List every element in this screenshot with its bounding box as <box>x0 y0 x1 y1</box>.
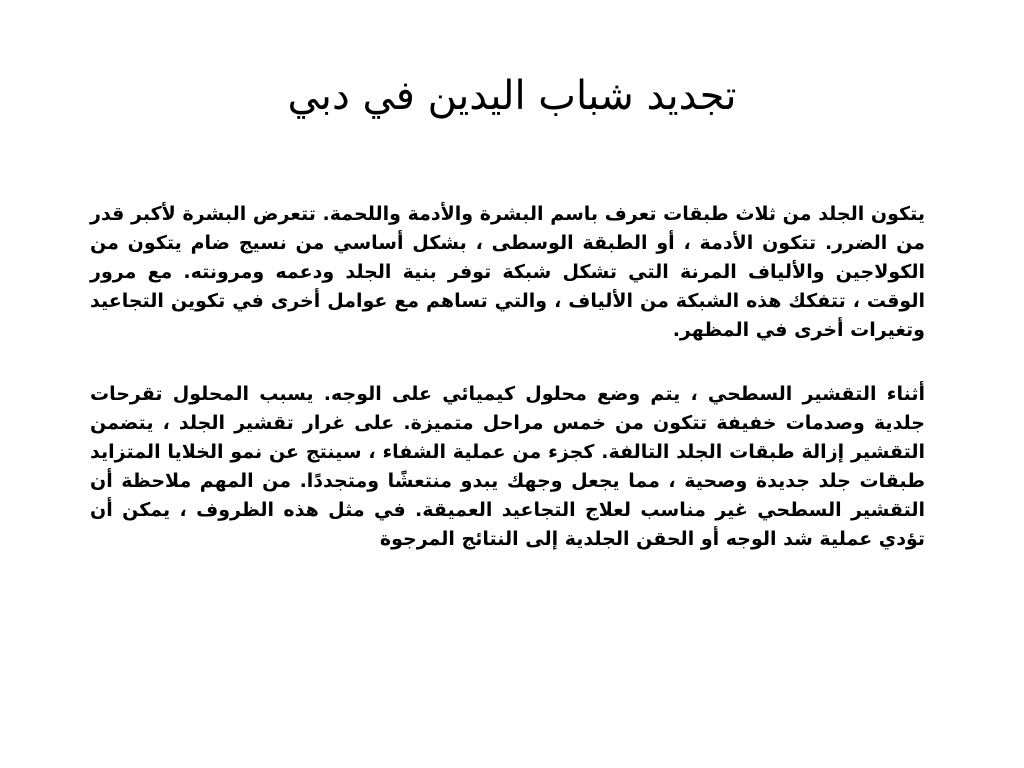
body-paragraph-2: أثناء التقشير السطحي ، يتم وضع محلول كيميائي على الوجه. يسبب المحلول تقرحات جلدية وصدمات خفيفة تتكون من خمس مراحل متميزة. على غرار تقشير الجلد ، يتضمن التقشير إزالة طبقات الجلد التالفة. كجزء من عملية الشفاء ، سينتج عن نمو الخلايا المتزايد طبقات جلد جديدة وصحية ، مما يجعل وجهك يبدو منتعشًا ومتجددًا. من المهم ملاحظة أن التقشير السطحي غير مناسب لعلاج التجاعيد العميقة. في مثل هذه الظروف ، يمكن أن تؤدي عملية شد الوجه أو الحقن الجلدية إلى النتائج المرجوة <box>90 383 925 550</box>
body-paragraph-1: يتكون الجلد من ثلاث طبقات تعرف باسم البشرة والأدمة واللحمة. تتعرض البشرة لأكبر قدر من الضرر. تتكون الأدمة ، أو الطبقة الوسطى ، بشكل أساسي من نسيج ضام يتكون من الكولاجين والألياف المرنة التي تشكل شبكة توفر بنية الجلد ودعمه ومرونته. مع مرور الوقت ، تتفكك هذه الشبكة من الألياف ، والتي تساهم مع عوامل أخرى في تكوين التجاعيد وتغيرات أخرى في المظهر. <box>90 203 925 341</box>
slide-title: تجديد شباب اليدين في دبي <box>287 73 737 119</box>
slide-body <box>90 200 925 589</box>
